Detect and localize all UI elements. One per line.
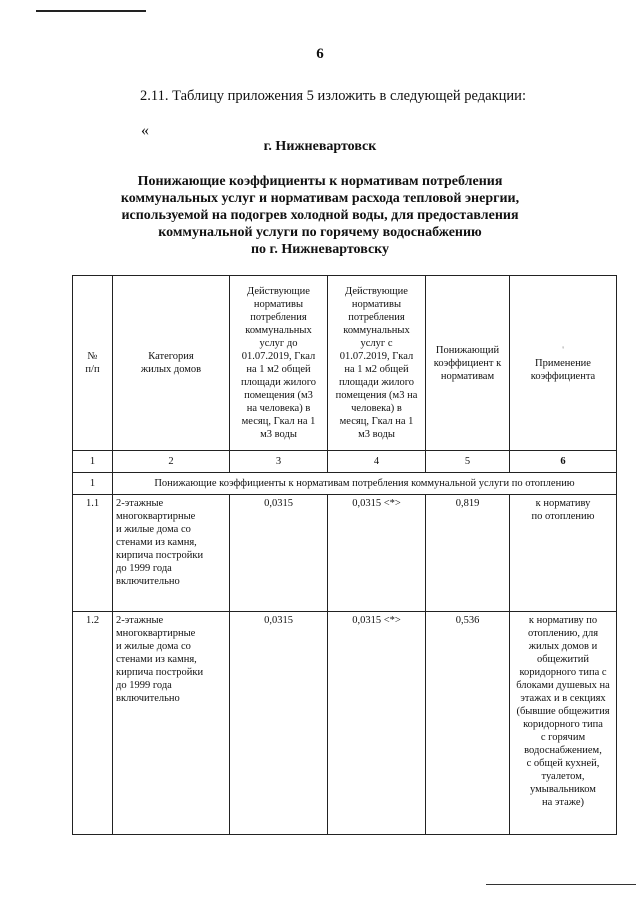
table-row	[73, 495, 617, 612]
header-coefficient: Понижающий коэффициент к нормативам	[426, 276, 510, 451]
section-title: Понижающие коэффициенты к нормативам потребления коммунальной услуги по отоплению	[113, 473, 617, 495]
header-norm-after: Действующие нормативы потребления коммунальных услуг с 01.07.2019, Гкал на 1 м2 общей площади жилого помещения (м3 на человека) в месяц, Гкал на 1 м3 воды	[328, 276, 426, 451]
top-rule	[36, 10, 146, 12]
header-number: № п/п	[73, 276, 113, 451]
row-application: к нормативу по отоплению	[510, 495, 617, 612]
row-application: к нормативу по отоплению, для жилых домов и общежитий коридорного типа с блоками душевых на этажах и в секциях (бывшие общежития коридорного типа с горячим водоснабжением, с общей кухней, туалетом, умывальником на этаже)	[510, 612, 617, 835]
row-coefficient: 0,536	[426, 612, 510, 835]
row-norm-after: 0,0315 <*>	[328, 495, 426, 612]
row-category: 2-этажные многоквартирные и жилые дома со стенами из камня, кирпича постройки до 1999 года включительно	[113, 612, 230, 835]
column-number: 5	[426, 451, 510, 473]
header-application: ' Применение коэффициента	[510, 276, 617, 451]
row-category: 2-этажные многоквартирные и жилые дома со стенами из камня, кирпича постройки до 1999 года включительно	[113, 495, 230, 612]
opening-quote: «	[141, 122, 149, 139]
row-norm-before: 0,0315	[230, 495, 328, 612]
coefficients-table	[72, 275, 617, 835]
section-number: 1	[73, 473, 113, 495]
row-number: 1.2	[73, 612, 113, 835]
column-number: 1	[73, 451, 113, 473]
header-norm-before: Действующие нормативы потребления коммунальных услуг до 01.07.2019, Гкал на 1 м2 общей площади жилого помещения (м3 на человека) в месяц, Гкал на 1 м3 воды	[230, 276, 328, 451]
row-number: 1.1	[73, 495, 113, 612]
section-row	[73, 473, 617, 495]
bottom-rule	[486, 884, 636, 885]
row-norm-before: 0,0315	[230, 612, 328, 835]
column-number: 2	[113, 451, 230, 473]
row-coefficient: 0,819	[426, 495, 510, 612]
column-number-row	[73, 451, 617, 473]
intro-paragraph: 2.11. Таблицу приложения 5 изложить в следующей редакции:	[140, 88, 526, 104]
column-number: 3	[230, 451, 328, 473]
row-norm-after: 0,0315 <*>	[328, 612, 426, 835]
table-header-row	[73, 276, 617, 451]
stray-mark: '	[562, 344, 564, 355]
page-number: 6	[316, 46, 324, 62]
table-row	[73, 612, 617, 835]
header-category: Категория жилых домов	[113, 276, 230, 451]
column-number: 6	[510, 451, 617, 473]
city-heading: г. Нижневартовск	[263, 139, 377, 154]
table-title: Понижающие коэффициенты к нормативам потребления коммунальных услуг и нормативам расхода тепловой энергии, используемой на подогрев холодной воды, для предоставления коммунальной услуги по горячему водоснабжению по г. Нижневартовску	[120, 174, 520, 257]
column-number: 4	[328, 451, 426, 473]
